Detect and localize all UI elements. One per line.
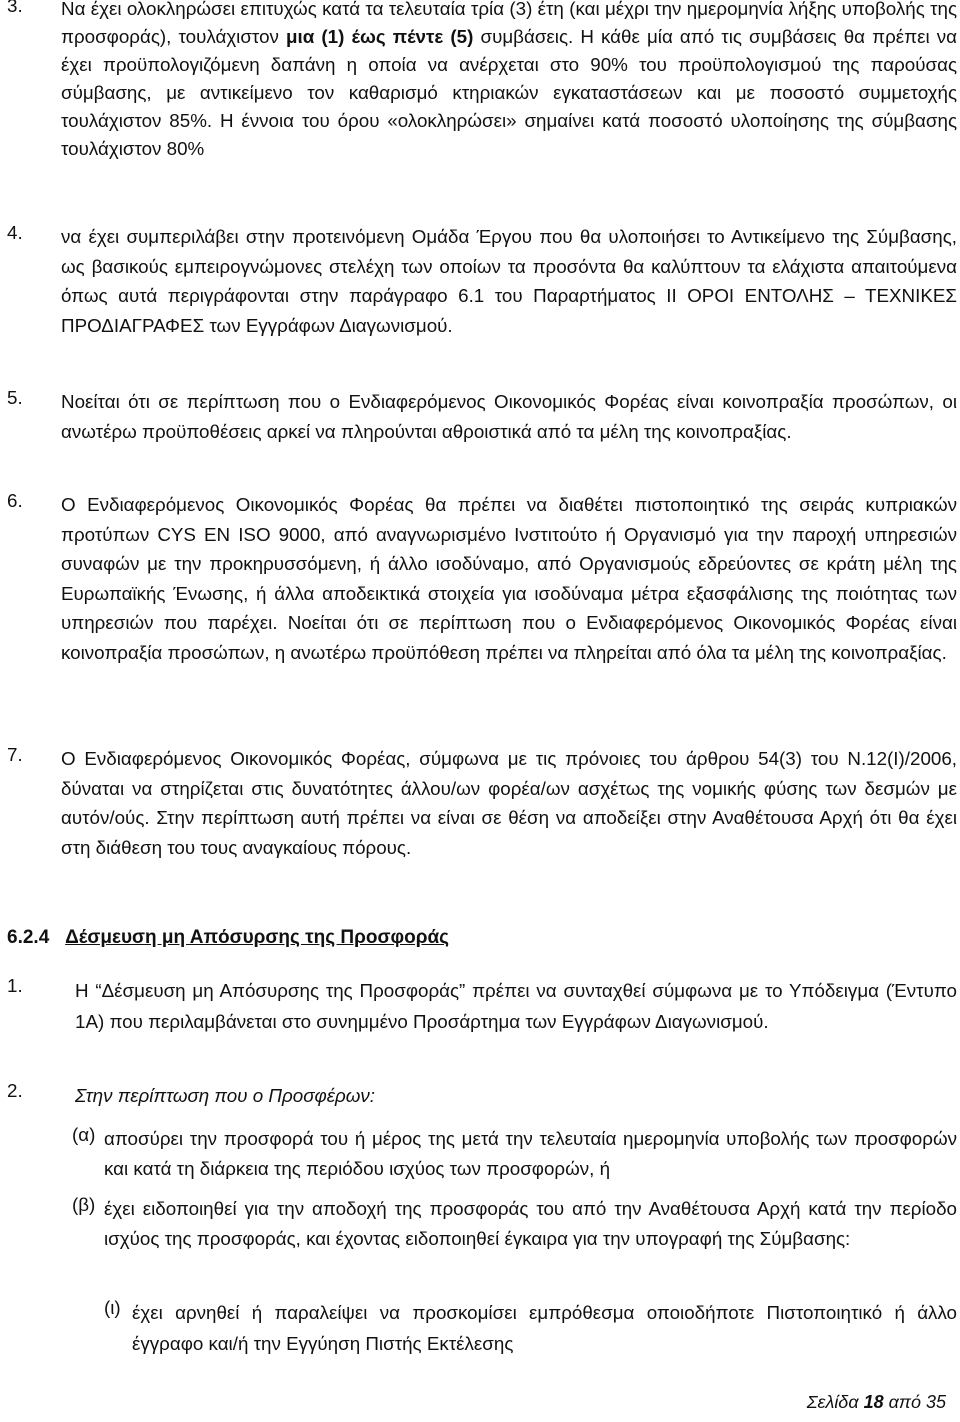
item-text: Ο Ενδιαφερόμενος Οικονομικός Φορέας, σύμφωνα με τις πρόνοιες του άρθρου 54(3) του N.12(I)/2006, δύναται να στηρίζεται στις δυνατότητες άλλου/ων φορέα/ων ασχέτως της νομικής φύσης των δεσμών με αυτόν/ούς. Στην περίπτωση αυτή πρέπει να είναι σε θέση να αποδείξει στην Αναθέτουσα Αρχή ότι θα έχει στη διάθεση του τους αναγκαίους πόρους. (61, 748, 957, 858)
lettered-item-a (72, 1124, 957, 1184)
item-number: 5. (7, 387, 23, 408)
subsection-item-2 (7, 1080, 957, 1111)
section-number: 6.2.4 (7, 927, 50, 948)
item-label: (ι) (104, 1297, 121, 1318)
list-item-3 (7, 0, 957, 163)
subsection-item-1 (7, 975, 957, 1037)
list-item-6 (7, 490, 957, 667)
page-footer: Σελίδα 18 από 35 (806, 1392, 946, 1412)
item-number: 7. (7, 744, 23, 765)
item-text: αποσύρει την προσφορά του ή μέρος της μετά την τελευταία ημερομηνία υποβολής των προσφορών και κατά τη διάρκεια της περιόδου ισχύος των προσφορών, ή (104, 1128, 957, 1179)
page-number: 18 (863, 1392, 884, 1412)
section-title: Δέσμευση μη Απόσυρσης της Προσφοράς (65, 927, 450, 948)
item-label: (β) (72, 1194, 96, 1215)
item-number: 3. (7, 0, 23, 16)
item-label: (α) (72, 1124, 96, 1145)
section-heading (7, 927, 449, 949)
item-text: να έχει συμπεριλάβει στην προτεινόμενη Ομάδα Έργου που θα υλοποιήσει το Αντικείμενο της Σύμβασης, ως βασικούς εμπειρογνώμονες στελέχη των οποίων τα προσόντα θα καλύπτουν τα ελάχιστα απαιτούμενα όπως αυτά περιγράφονται στην παράγραφο 6.1 του Παραρτήματος II ΟΡΟΙ ΕΝΤΟΛΗΣ – ΤΕΧΝΙΚΕΣ ΠΡΟΔΙΑΓΡΑΦΕΣ των Εγγράφων Διαγωνισμού. (61, 226, 957, 336)
item-text: Να έχει ολοκληρώσει επιτυχώς κατά τα τελευταία τρία (3) έτη (και μέχρι την ημερομηνία λήξης υποβολής της προσφοράς), τουλάχιστον μια (1) έως πέντε (5) συμβάσεις. Η κάθε μία από τις συμβάσεις θα πρέπει να έχει προϋπολογιζόμενη δαπάνη η οποία να ανέρχεται στο 90% του προϋπολογισμού της παρούσας σύμβασης, με αντικείμενο τον καθαρισμό κτηριακών εγκαταστάσεων και με ποσοστό συμμετοχής τουλάχιστον 85%. Η έννοια του όρου «ολοκληρώσει» σημαίνει κατά ποσοστό υλοποίησης της σύμβασης τουλάχιστον 80% (61, 0, 957, 159)
item-number: 1. (7, 975, 23, 996)
bold-phrase: μια (1) έως πέντε (5) (286, 26, 474, 47)
roman-item-i (104, 1297, 957, 1359)
total-pages: 35 (925, 1392, 946, 1412)
item-number: 4. (7, 222, 23, 243)
item-number: 6. (7, 490, 23, 511)
lettered-item-b (72, 1194, 957, 1254)
item-number: 2. (7, 1080, 23, 1101)
item-text: έχει ειδοποιηθεί για την αποδοχή της προσφοράς του από την Αναθέτουσα Αρχή κατά την περίοδο ισχύος της προσφοράς, και έχοντας ειδοποιηθεί έγκαιρα για την υπογραφή της Σύμβασης: (104, 1198, 957, 1249)
item-text: Ο Ενδιαφερόμενος Οικονομικός Φορέας θα πρέπει να διαθέτει πιστοποιητικό της σειράς κυπριακών προτύπων CYS EN ISO 9000, από αναγνωρισμένο Ινστιτούτο ή Οργανισμό για την παροχή υπηρεσιών συναφών με την προκηρυσσόμενη, ή άλλο ισοδύναμο, από Οργανισμούς εδρεύοντες σε κράτη μέλη της Ευρωπαϊκής Ένωσης, ή άλλα αποδεικτικά στοιχεία για ισοδύναμα μέτρα εξασφάλισης της ποιότητας των υπηρεσιών που παρέχει. Νοείται ότι σε περίπτωση που ο Ενδιαφερόμενος Οικονομικός Φορέας είναι κοινοπραξία προσώπων, η ανωτέρω προϋπόθεση πρέπει να πληρείται από όλα τα μέλη της κοινοπραξίας. (61, 494, 957, 663)
item-text: έχει αρνηθεί ή παραλείψει να προσκομίσει εμπρόθεσμα οποιοδήποτε Πιστοποιητικό ή άλλο έγγραφο και/ή την Εγγύηση Πιστής Εκτέλεσης (132, 1302, 957, 1354)
item-text: Νοείται ότι σε περίπτωση που ο Ενδιαφερόμενος Οικονομικός Φορέας είναι κοινοπραξία προσώπων, οι ανωτέρω προϋποθέσεις αρκεί να πληρούνται αθροιστικά από τα μέλη της κοινοπραξίας. (61, 391, 957, 442)
list-item-4 (7, 222, 957, 340)
list-item-7 (7, 744, 957, 862)
item-text: Η “Δέσμευση μη Απόσυρσης της Προσφοράς” πρέπει να συνταχθεί σύμφωνα με το Υπόδειγμα (Έντυπο 1Α) που περιλαμβάνεται στο συνημμένο Προσάρτημα των Εγγράφων Διαγωνισμού. (75, 980, 957, 1032)
item-text: Στην περίπτωση που ο Προσφέρων: (75, 1085, 376, 1106)
list-item-5 (7, 387, 957, 446)
